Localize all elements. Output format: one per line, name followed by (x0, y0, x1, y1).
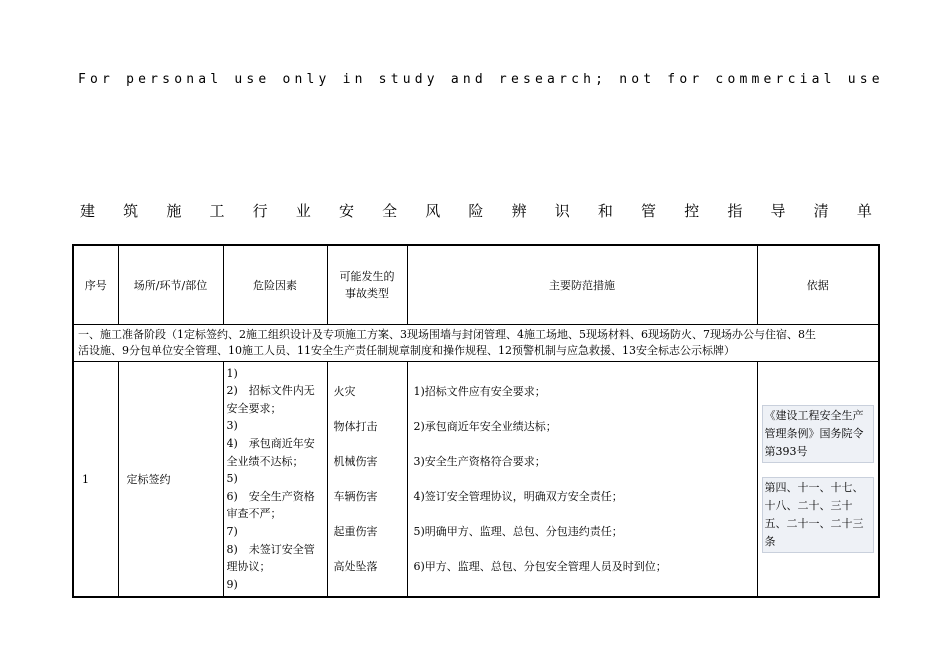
stage-row (73, 325, 879, 362)
header-row (73, 245, 879, 325)
title-char: 识 (554, 202, 570, 220)
accident-type: 起重伤害 (333, 525, 378, 538)
measures-list (407, 362, 757, 598)
hazard-list (223, 362, 327, 598)
title-char: 业 (295, 202, 311, 220)
header-basis: 依据 (757, 245, 879, 325)
hazard-line: 5) (226, 472, 238, 486)
hazard-line: 6) 安全生产资格 (226, 489, 315, 503)
hazard-line: 1) (226, 366, 238, 380)
hazard-line: 3) (226, 419, 238, 433)
title-char: 导 (770, 202, 786, 220)
title-char: 清 (813, 202, 829, 220)
measure-item: 4)签订安全管理协议，明确双方安全责任； (413, 490, 623, 503)
hazard-line: 9) (226, 577, 238, 591)
title-char: 控 (684, 202, 700, 220)
accident-type: 机械伤害 (333, 455, 378, 468)
title-char: 建 (80, 202, 96, 220)
hazard-line: 全业绩不达标； (226, 454, 304, 468)
title-char: 筑 (123, 202, 139, 220)
title-char: 工 (209, 202, 225, 220)
title-char: 全 (382, 202, 398, 220)
accident-type: 物体打击 (333, 420, 378, 433)
accident-type-list (327, 362, 407, 598)
hazard-line: 8) 未签订安全管 (226, 542, 315, 556)
table-row (73, 362, 879, 598)
stage-line-2: 活设施、9分包单位安全管理、10施工人员、11安全生产责任制规章制度和操作规程、12预警机制与应急救援、13安全标志公示标牌） (78, 344, 735, 357)
header-accident-type (327, 245, 407, 325)
title-char: 施 (166, 202, 182, 220)
measure-item: 1)招标文件应有安全要求； (413, 385, 546, 398)
header-hazard: 危险因素 (223, 245, 327, 325)
hazard-line: 7) (226, 524, 238, 538)
accident-type: 火灾 (333, 385, 356, 398)
header-measures: 主要防范措施 (407, 245, 757, 325)
header-accident-type-line2: 事故类型 (345, 287, 389, 300)
row-location: 定标签约 (118, 362, 223, 598)
header-seq: 序号 (73, 245, 118, 325)
title-char: 风 (425, 202, 441, 220)
watermark-text: For personal use only in study and research; not for commercial use (78, 72, 884, 87)
hazard-line: 安全要求； (226, 401, 282, 415)
stage-line-1: 一、施工准备阶段（1定标签约、2施工组织设计及专项施工方案、3现场围墙与封闭管理、4施工场地、5现场材料、6现场防火、7现场办公与住宿、8生 (78, 328, 816, 341)
title-char: 和 (597, 202, 613, 220)
title-char: 管 (641, 202, 657, 220)
row-seq: 1 (73, 362, 118, 598)
basis-articles: 第四、十一、十七、十八、二十、三十五、二十一、二十三条 (762, 477, 875, 553)
basis-regulation: 《建设工程安全生产管理条例》国务院令第393号 (762, 405, 875, 463)
accident-type: 高处坠落 (333, 560, 378, 573)
measure-item: 2)承包商近年安全业绩达标； (413, 420, 557, 433)
title-char: 指 (727, 202, 743, 220)
risk-table (72, 244, 880, 598)
measure-item: 6)甲方、监理、总包、分包安全管理人员及时到位； (413, 560, 667, 573)
title-char: 险 (468, 202, 484, 220)
header-accident-type-line1: 可能发生的 (339, 270, 395, 283)
hazard-line: 4) 承包商近年安 (226, 437, 315, 451)
title-char: 安 (338, 202, 354, 220)
basis-cell (757, 362, 879, 598)
stage-description (73, 325, 879, 362)
title-char: 行 (252, 202, 268, 220)
title-char: 单 (856, 202, 872, 220)
accident-type: 车辆伤害 (333, 490, 378, 503)
hazard-line: 2) 招标文件内无 (226, 384, 315, 398)
document-title (80, 200, 872, 221)
measure-item: 3)安全生产资格符合要求； (413, 455, 546, 468)
header-location: 场所/环节/部位 (118, 245, 223, 325)
title-char: 辨 (511, 202, 527, 220)
measure-item: 5)明确甲方、监理、总包、分包违约责任； (413, 525, 623, 538)
hazard-line: 审查不严； (226, 507, 282, 521)
hazard-line: 理协议； (226, 560, 271, 574)
